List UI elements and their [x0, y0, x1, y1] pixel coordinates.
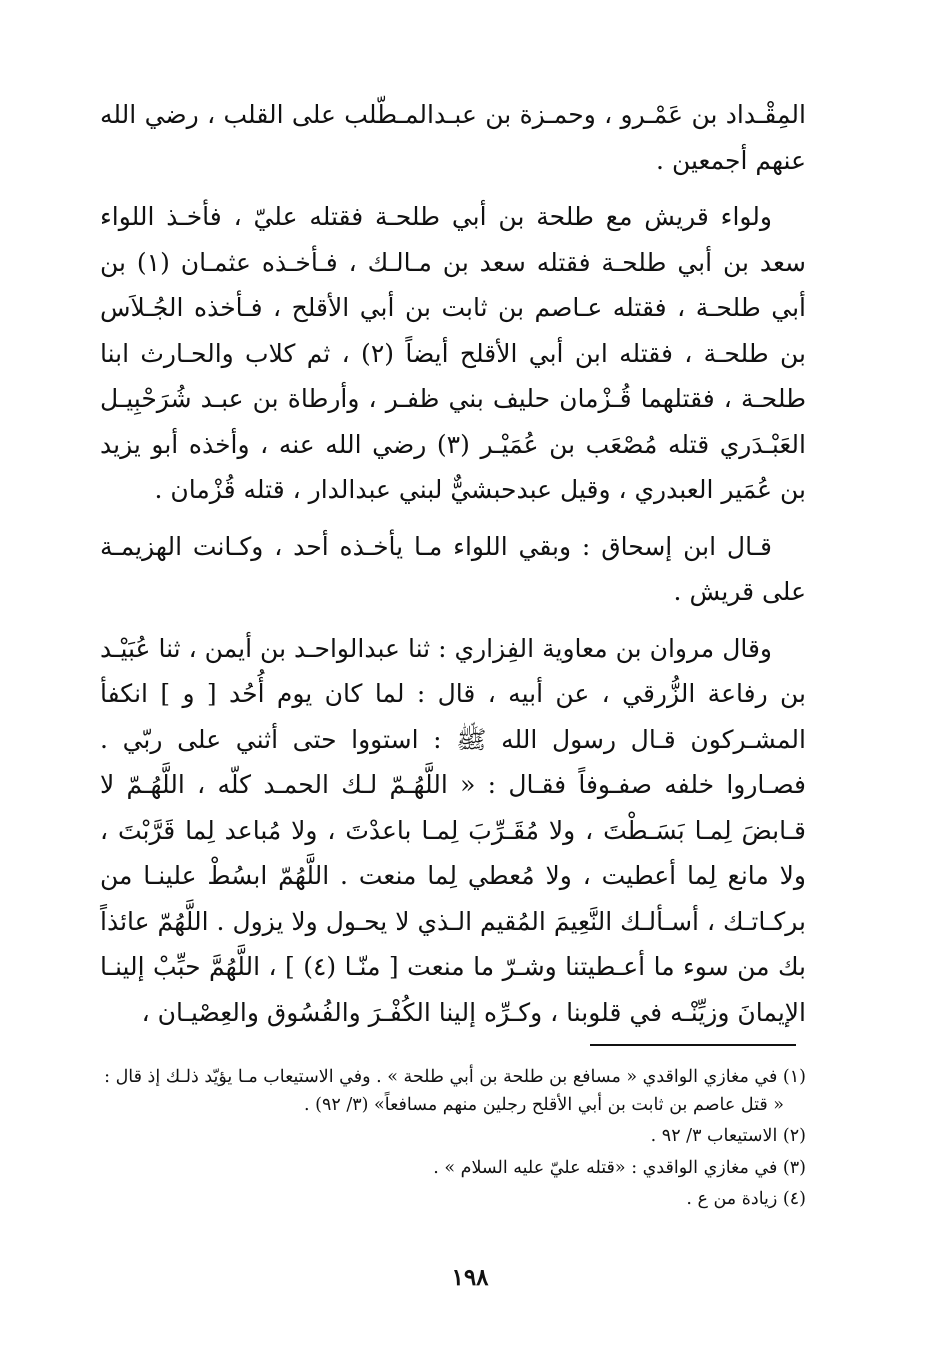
paragraph-1: المِقْـداد بن عَمْـرو ، وحمـزة بن عبـدالمـطّلب على القلب ، رضي الله عنهم أجمعين . [100, 100, 806, 175]
footnote-separator [590, 1044, 796, 1046]
footnote-1-line-1: (١) في مغازي الواقدي « مسافع بن طلحة بن أبي طلحة » . وفي الاستيعاب مـا يؤيّد ذلـك إذ قال : [104, 1067, 806, 1087]
footnote-1 [100, 1064, 806, 1119]
paragraph-3: قـال ابن إسحاق : وبقي اللواء مـا يأخـذه أحد ، وكـانت الهزيمـة على قريش . [100, 531, 806, 606]
footnote-2: (٢) الاستيعاب ٣/ ٩٢ . [650, 1126, 806, 1146]
footnote-1-line-2: « قتل عاصم بن ثابت بن أبي الأقلح رجلين منهم مسافعاً» (٣/ ٩٢) . [304, 1094, 784, 1115]
footnote-3: (٣) في مغازي الواقدي : «قتله عليّ عليه السلام » . [433, 1157, 806, 1178]
paragraph-4: وقال مروان بن معاوية الفِزاري : ثنا عبدالواحـد بن أيمن ، ثنا عُبَيْـد بن رفاعة الزُّرقي ، عن أبيه ، قال : لما كان يوم أُحُد [ و ] انكفأ المشـركون قـال رسول الله ﷺ : استووا حتى أثني على ربّي . فصـاروا خلفه صفـوفاً فقـال : « اللَّهُـمّ لـك الحمـد كلّه ، اللَّهُـمّ لا قـابضَ لِمـا بَسَـطْتَ ، ولا مُقَـرِّبَ لِمـا باعدْتَ ، ولا مُباعد لِما قَرَّبْتَ ، ولا مانع لِما أعطيت ، ولا مُعطي لِما منعت . اللَّهُمّ ابسُطْ علينـا من بركـاتـك ، أسـألـك النَّعِيمَ المُقيم الـذي لا يحـول ولا يزول . اللَّهُمّ عائذاً بك من سوء ما أعـطيتنا وشـرّ ما منعت [ منّـا (٤) ] ، اللَّهُمَّ حبِّبْ إلينـا الإيمانَ وزيِّنْـه في قلوبنا ، وكـرِّه إلينا الكُفْـرَ والفُسُوق والعِصْيـان ، [100, 633, 806, 1027]
footnotes [100, 1064, 806, 1218]
main-text [100, 92, 806, 1035]
footnote-4: (٤) زيادة من ع . [686, 1189, 806, 1209]
paragraph-2: ولواء قريش مع طلحة بن أبي طلحـة فقتله عليّ ، فأخـذ اللواء سعد بن أبي طلحـة فقتله سعد بن مـالـك ، فـأخـذه عثمـان (١) بن أبي طلحـة ، فقتله عـاصم بن ثابت بن أبي الأقلح ، فـأخذه الجُـلاَس بن طلحـة ، فقتله ابن أبي الأقلح أيضاً (٢) ، ثم كلاب والحـارث ابنا طلحـة ، فقتلهما قُـزْمان حليف بني ظفـر ، وأرطاة بن عبـد شُرَحْبِيـل العَبْـدَري قتله مُصْعَب بن عُمَيْـر (٣) رضي الله عنه ، وأخذه أبو يزيد بن عُمَير العبدري ، وقيل عبدحبشيٌّ لبني عبدالدار ، قتله قُزْمان . [100, 202, 806, 504]
page-number: ١٩٨ [451, 1264, 489, 1291]
